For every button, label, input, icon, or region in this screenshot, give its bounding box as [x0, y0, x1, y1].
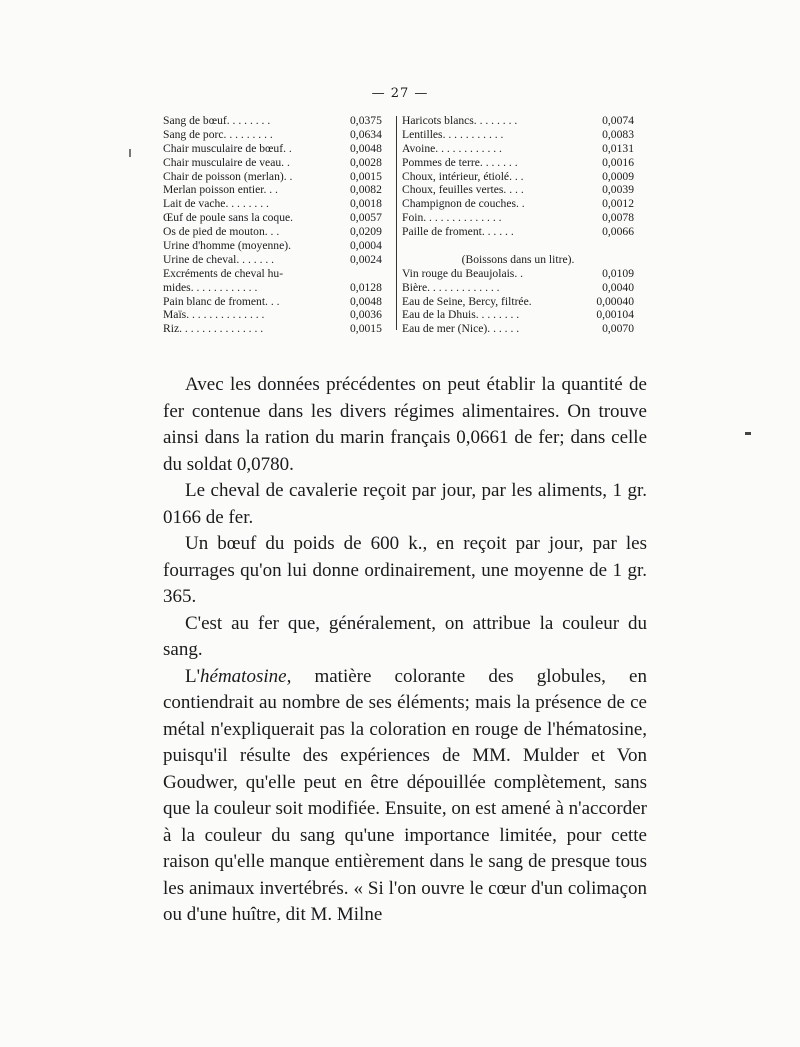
item-value: 0,0074: [602, 114, 634, 127]
italic-term: hématosine,: [200, 665, 292, 687]
item-name: Maïs. . . . . . . . . . . . . .: [163, 308, 265, 322]
item-name: Foin. . . . . . . . . . . . . .: [402, 211, 502, 225]
item-name: Urine de cheval. . . . . . .: [163, 252, 275, 266]
table-row: [397, 267, 634, 281]
table-left-column: [163, 114, 396, 336]
item-name: Sang de porc. . . . . . . . .: [163, 127, 273, 141]
item-name: Merlan poisson entier. . .: [163, 183, 278, 197]
item-name: Os de pied de mouton. . .: [163, 225, 280, 239]
item-name: Chair de poisson (merlan). .: [163, 169, 293, 183]
paragraph-continuation: matière colorante des globules, en contiendrait au nombre de ses éléments; mais la présence de ce métal n'expliquerait pas la coloration en rouge de l'hématosine, puisqu'il résulte des expériences de MM. Mulder et Von Goudwer, qu'elle peut en être dépouillée complètement, sans que la couleur soit modifiée. Ensuite, on est amené à n'accorder à la couleur du sang qu'une importance limitée, pour cette raison qu'elle manque entièrement dans le sang de presque tous les animaux invertébrés. « Si l'on ouvre le cœur d'un colimaçon ou d'une huître, dit M. Milne: [163, 665, 647, 925]
item-value: 0,0082: [350, 183, 382, 197]
table-row: [163, 128, 396, 142]
item-name: Bière. . . . . . . . . . . . .: [402, 280, 500, 294]
item-value: 0,0048: [350, 141, 382, 155]
item-value: 0,0083: [602, 127, 634, 141]
table-row: [163, 239, 396, 253]
item-name: Eau de Seine, Bercy, filtrée.: [402, 294, 532, 308]
item-value: 0,0048: [350, 294, 382, 308]
item-name: Choux, feuilles vertes. . . .: [402, 183, 524, 197]
table-row: [163, 253, 396, 267]
table-row: [397, 211, 634, 225]
item-value: 0,0028: [350, 155, 382, 169]
table-row: [163, 295, 396, 309]
item-name: Lentilles. . . . . . . . . . .: [402, 127, 504, 141]
item-value: 0,0131: [602, 141, 634, 155]
table-right-column: [397, 114, 634, 336]
table-spacer: [397, 239, 634, 253]
table-row: [397, 183, 634, 197]
table-row: [397, 281, 634, 295]
table-row: [163, 322, 396, 336]
iron-content-table: [163, 114, 634, 336]
item-value: 0,0040: [602, 280, 634, 294]
item-value: 0,0036: [350, 308, 382, 322]
table-row: [163, 308, 396, 322]
table-row: [397, 308, 634, 322]
table-row: [397, 295, 634, 309]
item-value: 0,0016: [602, 155, 634, 169]
table-row: [163, 281, 396, 295]
item-name: Riz. . . . . . . . . . . . . . .: [163, 322, 264, 336]
item-name: Lait de vache. . . . . . . .: [163, 197, 269, 211]
item-value: 0,0128: [350, 280, 382, 294]
item-value: 0,0015: [350, 322, 382, 336]
table-row: [397, 322, 634, 336]
item-name: Choux, intérieur, étiolé. . .: [402, 169, 524, 183]
item-value: 0,0634: [350, 127, 382, 141]
paragraph-prefix: L': [185, 665, 201, 687]
table-row: [163, 225, 396, 239]
item-name: Urine d'homme (moyenne).: [163, 239, 291, 253]
table-row: [163, 183, 396, 197]
item-value: 0,0070: [602, 322, 634, 336]
table-row: [163, 267, 396, 281]
item-value: 0,0024: [350, 252, 382, 266]
item-name: Haricots blancs. . . . . . . .: [402, 114, 518, 127]
item-value: 0,0109: [602, 266, 634, 280]
item-name: Eau de la Dhuis. . . . . . . .: [402, 308, 520, 322]
paragraph: [163, 664, 647, 929]
beverages-header: (Boissons dans un litre).: [461, 252, 575, 266]
item-value: 0,00040: [596, 294, 634, 308]
paragraph: Avec les données précédentes on peut établir la quantité de fer contenue dans les divers régimes alimentaires. On trouve ainsi dans la ration du marin français 0,0661 de fer; dans celle du soldat 0,0780.: [163, 374, 647, 475]
item-value: 0,0012: [602, 197, 634, 211]
table-row: [397, 114, 634, 128]
paragraph: C'est au fer que, généralement, on attribue la couleur du sang.: [163, 612, 647, 660]
paragraph: Le cheval de cavalerie reçoit par jour, par les aliments, 1 gr. 0166 de fer.: [163, 480, 647, 528]
item-value: 0,0078: [602, 211, 634, 225]
item-value: 0,0039: [602, 183, 634, 197]
table-row: [163, 114, 396, 128]
page-number: — 27 —: [371, 86, 429, 101]
item-name: Pain blanc de froment. . .: [163, 294, 280, 308]
item-name: Pommes de terre. . . . . . .: [402, 155, 518, 169]
item-name: Sang de bœuf. . . . . . . .: [163, 114, 271, 127]
table-row: [397, 156, 634, 170]
item-name: Paille de froment. . . . . .: [402, 225, 514, 239]
table-row: [163, 156, 396, 170]
item-value: 0,0375: [350, 114, 382, 127]
table-row: [397, 197, 634, 211]
item-value: 0,0004: [350, 239, 382, 253]
item-name: Chair musculaire de bœuf. .: [163, 141, 292, 155]
paragraph: Un bœuf du poids de 600 k., en reçoit par jour, par les fourrages qu'on lui donne ordinairement, une moyenne de 1 gr. 365.: [163, 533, 647, 607]
item-name: Vin rouge du Beaujolais. .: [402, 266, 524, 280]
table-row: [397, 128, 634, 142]
margin-mark: [129, 149, 131, 157]
body-text: [163, 372, 647, 929]
item-value: 0,0057: [350, 211, 382, 225]
table-row: [163, 142, 396, 156]
table-row: [163, 170, 396, 184]
margin-mark: [745, 432, 751, 435]
item-value: 0,00104: [596, 308, 634, 322]
item-value: 0,0066: [602, 225, 634, 239]
table-row: [397, 142, 634, 156]
item-value: 0,0015: [350, 169, 382, 183]
item-name: Chair musculaire de veau. .: [163, 155, 290, 169]
table-row: [397, 170, 634, 184]
item-name: mides. . . . . . . . . . . .: [163, 280, 258, 294]
item-name: Excréments de cheval hu-: [163, 266, 284, 280]
table-row: [163, 211, 396, 225]
table-row: [163, 197, 396, 211]
item-value: 0,0209: [350, 225, 382, 239]
item-name: Champignon de couches. .: [402, 197, 525, 211]
table-row: [397, 225, 634, 239]
item-name: Avoine. . . . . . . . . . . .: [402, 141, 502, 155]
item-value: 0,0018: [350, 197, 382, 211]
item-value: 0,0009: [602, 169, 634, 183]
item-value: [350, 267, 396, 281]
item-name: Eau de mer (Nice). . . . . .: [402, 322, 520, 336]
item-name: Œuf de poule sans la coque.: [163, 211, 294, 225]
